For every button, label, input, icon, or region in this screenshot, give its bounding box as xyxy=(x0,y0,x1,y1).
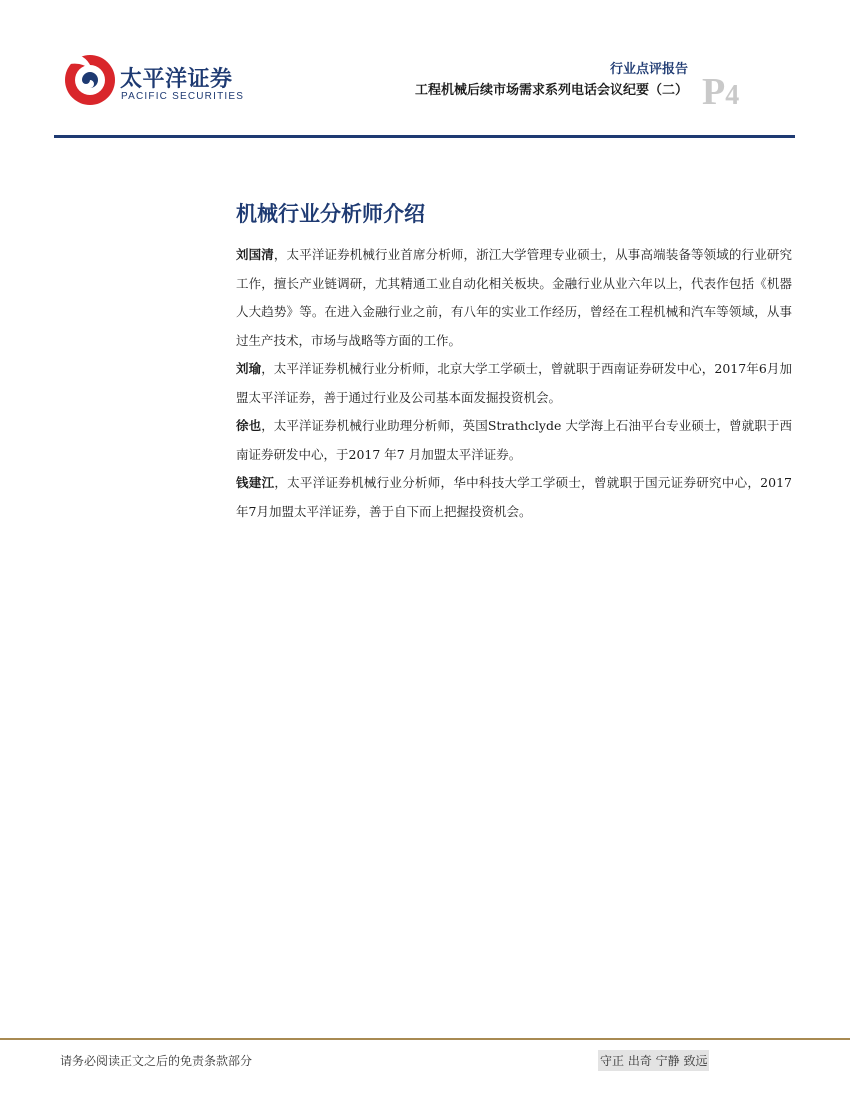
analyst-bio xyxy=(236,469,792,526)
analyst-description: ，太平洋证券机械行业分析师，北京大学工学硕士，曾就职于西南证券研发中心，2017年6月加盟太平洋证券，善于通过行业及公司基本面发掘投资机会。 xyxy=(236,361,792,405)
logo-english-name: PACIFIC SECURITIES xyxy=(121,91,245,102)
analyst-bio xyxy=(236,355,792,412)
footer-motto: 守正 出奇 宁静 致远 xyxy=(598,1050,709,1071)
analyst-name: 刘国清 xyxy=(236,247,274,262)
logo-chinese-name: 太平洋证券 xyxy=(120,67,233,92)
analyst-description: ，太平洋证券机械行业助理分析师，英国Strathclyde 大学海上石油平台专业硕士，曾就职于西南证券研发中心，于2017 年7 月加盟太平洋证券。 xyxy=(236,418,792,462)
analyst-description: ，太平洋证券机械行业首席分析师，浙江大学管理专业硕士，从事高端装备等领域的行业研究工作，擅长产业链调研，尤其精通工业自动化相关板块。金融行业从业六年以上，代表作包括《机器人大趋势》等。在进入金融行业之前，有八年的实业工作经历，曾经在工程机械和汽车等领域，从事过生产技术，市场与战略等方面的工作。 xyxy=(236,247,792,348)
page-number xyxy=(702,73,739,111)
report-title: 工程机械后续市场需求系列电话会议纪要（二） xyxy=(414,83,688,98)
analyst-bio xyxy=(236,241,792,355)
analyst-bio xyxy=(236,412,792,469)
footer-divider xyxy=(0,1038,850,1040)
analyst-name: 刘瑜 xyxy=(236,361,262,376)
analyst-name: 徐也 xyxy=(236,418,262,433)
analyst-description: ，太平洋证券机械行业分析师，华中科技大学工学硕士，曾就职于国元证券研究中心，2017年7月加盟太平洋证券，善于自下而上把握投资机会。 xyxy=(236,475,792,519)
company-logo xyxy=(60,44,260,114)
pacific-securities-logo-icon xyxy=(60,44,116,110)
analyst-name: 钱建江 xyxy=(236,475,275,490)
page-digit: 4 xyxy=(725,80,740,111)
report-type: 行业点评报告 xyxy=(609,62,688,77)
page-prefix: P xyxy=(702,71,726,113)
header-divider xyxy=(54,135,795,138)
analyst-bios xyxy=(236,241,792,526)
section-title: 机械行业分析师介绍 xyxy=(236,202,425,226)
footer-disclaimer: 请务必阅读正文之后的免责条款部分 xyxy=(60,1054,253,1068)
